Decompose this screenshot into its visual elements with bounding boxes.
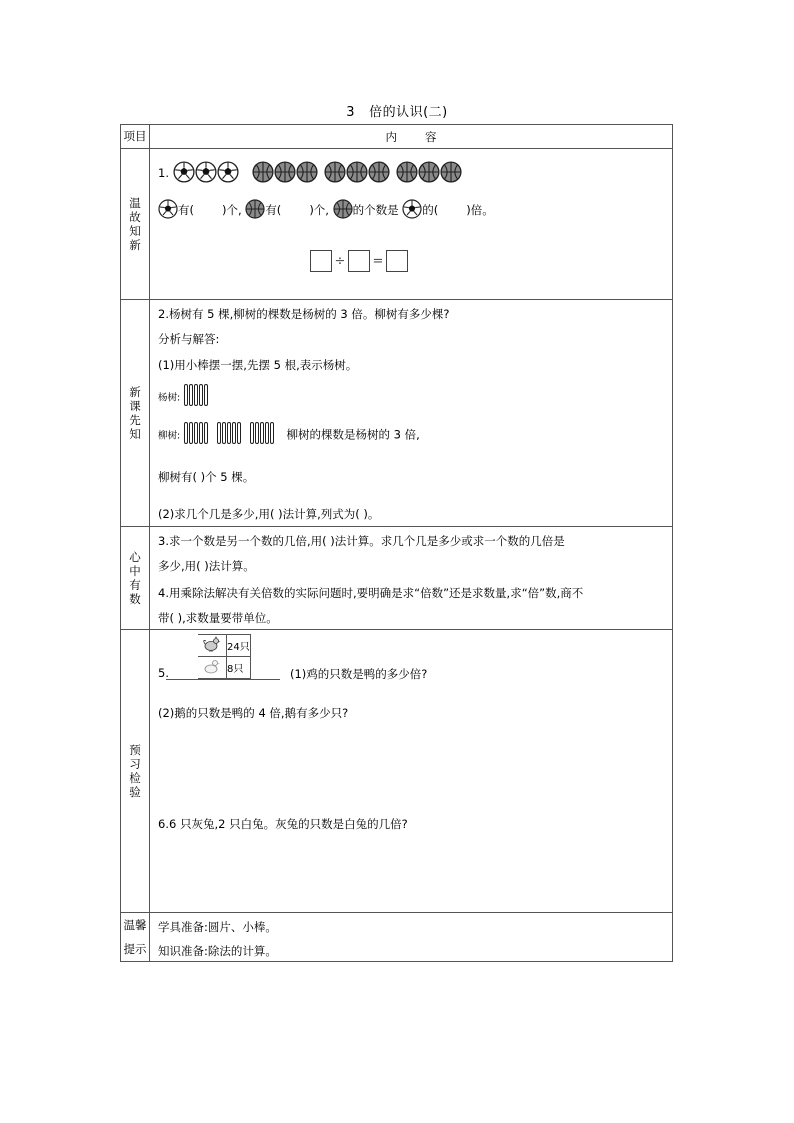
question-5-2: (2)鹅的只数是鸭的 4 倍,鹅有多少只?: [158, 706, 349, 720]
divisor-box[interactable]: [348, 250, 370, 272]
soccer-balls: [173, 166, 239, 180]
basketball-icon: [346, 161, 368, 186]
question-4-line-1: 4.用乘除法解决有关倍数的实际问题时,要明确是求“倍数”还是求数量,求“倍”数,商不: [158, 586, 584, 600]
willow-row: [158, 422, 420, 447]
basketball-icon: [368, 161, 390, 186]
section-review: [121, 149, 673, 300]
lesson-number: 3: [346, 105, 356, 120]
willow-label: 柳树:: [158, 430, 181, 442]
analysis-label: 分析与解答:: [158, 332, 220, 346]
section-label-newlesson: 新课先知: [129, 385, 141, 441]
question-number-1: 1.: [158, 166, 169, 180]
q5-underline: [166, 679, 280, 680]
soccer-ball-icon: [217, 161, 239, 186]
soccer-ball-icon: [173, 161, 195, 186]
stick-group: [217, 422, 242, 447]
basketball-icon: [245, 199, 265, 222]
question-5-number: 5.: [158, 666, 169, 680]
stick-icon: [189, 422, 193, 444]
ball-row: [158, 161, 468, 186]
stick-icon: [232, 422, 236, 444]
step-1: (1)用小棒摆一摆,先摆 5 根,表示杨树。: [158, 358, 358, 372]
soccer-ball-icon: [402, 199, 422, 222]
basketball-group: [396, 166, 462, 180]
duck-count: 8只: [227, 657, 251, 679]
willow-sticks: [184, 427, 283, 441]
tip-tools: 学具准备:圆片、小棒。: [158, 920, 277, 934]
stick-icon: [255, 422, 259, 444]
lesson-title: 倍的认识(二): [369, 105, 448, 120]
question-3-line-1: 3.求一个数是另一个数的几倍,用( )法计算。求几个几是多少或求一个数的几倍是: [158, 534, 565, 548]
basketball-groups: [252, 166, 468, 180]
basketball-icon: [296, 161, 318, 186]
basketball-icon: [396, 161, 418, 186]
stick-icon: [237, 422, 241, 444]
stick-icon: [227, 422, 231, 444]
basketball-icon: [324, 161, 346, 186]
basketball-icon: [418, 161, 440, 186]
section-label-tips-2: 提示: [123, 942, 147, 956]
stick-group: [250, 422, 275, 447]
chicken-row: [198, 635, 250, 657]
equals-sign: =: [372, 253, 384, 269]
poplar-sticks: [184, 384, 209, 409]
stick-icon: [194, 422, 198, 444]
section-label-tips-1: 温馨: [123, 918, 147, 932]
duck-row: [198, 657, 250, 679]
section-newlesson: [121, 300, 673, 527]
basketball-icon: [440, 161, 462, 186]
stick-icon: [204, 422, 208, 444]
section-label-review: 温故知新: [129, 196, 141, 252]
section-tips: [121, 913, 673, 962]
basketball-icon: [252, 161, 274, 186]
question-4-line-2: 带( ),求数量要带单位。: [158, 611, 278, 625]
basketball-group: [324, 166, 390, 180]
rooster-icon: [198, 635, 227, 657]
stick-icon: [199, 384, 203, 406]
willow-fill: 柳树有( )个 5 棵。: [158, 470, 255, 484]
poplar-row: [158, 384, 209, 409]
dividend-box[interactable]: [310, 250, 332, 272]
willow-note: 柳树的棵数是杨树的 3 倍,: [286, 427, 420, 442]
section-label-keypoints: 心中有数: [129, 550, 141, 606]
question-3-line-2: 多少,用( )法计算。: [158, 559, 255, 573]
stick-icon: [265, 422, 269, 444]
animal-count-table: [198, 634, 251, 679]
chicken-count: 24只: [227, 635, 251, 657]
stick-icon: [204, 384, 208, 406]
divide-sign: ÷: [334, 253, 346, 269]
stick-icon: [194, 384, 198, 406]
stick-icon: [199, 422, 203, 444]
question-2: 2.杨树有 5 棵,柳树的棵数是杨树的 3 倍。柳树有多少棵?: [158, 307, 450, 321]
soccer-ball-icon: [158, 199, 178, 222]
stick-group: [184, 422, 209, 447]
page-title: [0, 101, 794, 120]
step-2: (2)求几个几是多少,用( )法计算,列式为( )。: [158, 507, 380, 521]
header-item: 项目: [121, 125, 150, 149]
basketball-icon: [333, 199, 353, 222]
basketball-group: [252, 166, 318, 180]
section-label-check: 预习检验: [129, 743, 141, 799]
equation-boxes: [310, 250, 408, 272]
basketball-icon: [274, 161, 296, 186]
stick-icon: [189, 384, 193, 406]
stick-icon: [260, 422, 264, 444]
section-keypoints: [121, 527, 673, 630]
poplar-label: 杨树:: [158, 392, 181, 404]
quotient-box[interactable]: [386, 250, 408, 272]
section-check: [121, 630, 673, 913]
stick-icon: [217, 422, 221, 444]
stick-icon: [222, 422, 226, 444]
duck-icon: [198, 657, 227, 679]
question-5-1: (1)鸡的只数是鸭的多少倍?: [290, 667, 428, 681]
lesson-table: [120, 124, 673, 962]
stick-icon: [250, 422, 254, 444]
header-content: 内容: [150, 125, 673, 149]
stick-icon: [184, 422, 188, 444]
stick-icon: [270, 422, 274, 444]
table-header-row: [121, 125, 673, 149]
question-6: 6.6 只灰兔,2 只白兔。灰兔的只数是白兔的几倍?: [158, 817, 408, 831]
fill-in-line-1: 有( )个, 有( )个, 的个数是 的( )倍。: [158, 199, 494, 222]
stick-icon: [184, 384, 188, 406]
soccer-ball-icon: [195, 161, 217, 186]
tip-knowledge: 知识准备:除法的计算。: [158, 944, 277, 958]
